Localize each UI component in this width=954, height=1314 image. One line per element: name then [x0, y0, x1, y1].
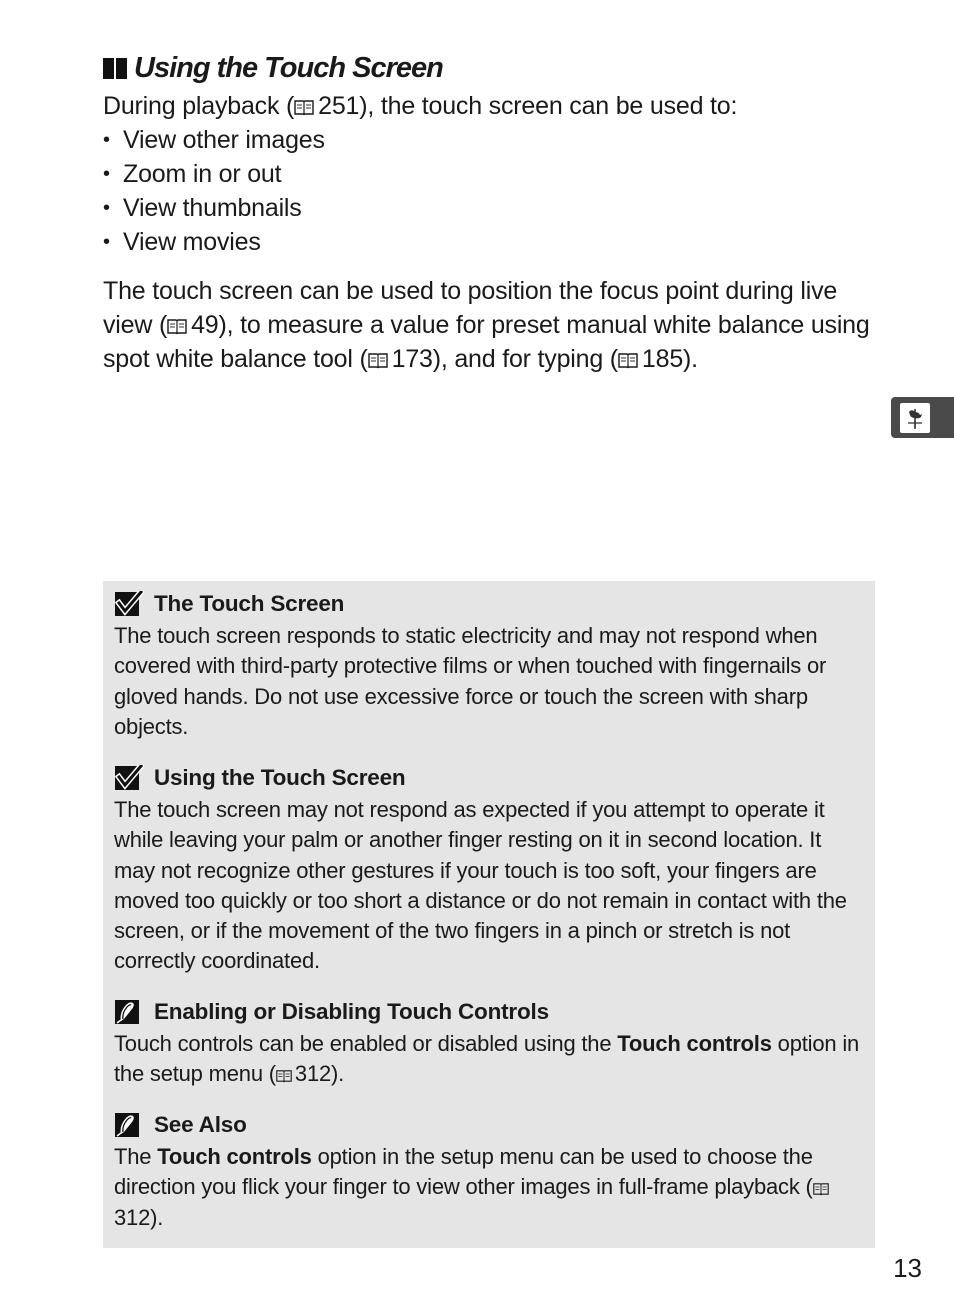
intro-text: During playback ( [103, 92, 295, 120]
weathervane-icon [900, 403, 930, 433]
page-reference-icon [276, 1069, 292, 1083]
note-text: The touch screen responds to static electricity and may not respond when covered with third-party protective films or when touched with fingernails or gloved hands. Do not use excessive force or touch the screen with sharp objects. [114, 623, 827, 739]
caution-check-icon [114, 591, 144, 617]
paragraph-text: ), and for typing ( [432, 345, 618, 373]
note-title: The Touch Screen [154, 590, 345, 616]
note-see-also [114, 1110, 864, 1233]
note-header [114, 589, 864, 619]
note-text: The touch screen may not respond as expected if you attempt to operate it while leaving your palm or another finger resting on it in second location. It may not recognize other gestures if your touch is too soft, your fingers are moved too quickly or too short a distance or do not remain in contact with the screen, or if the movement of the two fingers in a pinch or stretch is not correctly coordinated. [114, 797, 847, 974]
page-reference-icon [294, 99, 314, 116]
note-title: See Also [154, 1111, 247, 1137]
note-header [114, 1110, 864, 1140]
note-using-touch-screen [114, 763, 864, 977]
section-title: Using the Touch Screen [134, 51, 443, 84]
list-item: • Zoom in or out [103, 157, 883, 191]
note-text-part: ). [150, 1204, 164, 1230]
pencil-note-icon [114, 1112, 144, 1138]
list-item: • View movies [103, 225, 883, 259]
page-number: 13 [893, 1253, 922, 1283]
page-reference: 173 [391, 345, 433, 373]
note-header [114, 763, 864, 793]
note-text [114, 1029, 864, 1090]
note-title: Enabling or Disabling Touch Controls [154, 998, 549, 1024]
note-text [114, 1142, 864, 1233]
list-item: • View thumbnails [103, 191, 883, 225]
note-text-part: option in the setup menu can be used to choose the direction you flick your finger to view other images in full-frame playback ( [114, 1144, 813, 1200]
note-header [114, 997, 864, 1027]
list-item: • View other images [103, 123, 883, 157]
section-heading [103, 49, 443, 87]
note-text-part: Touch controls can be enabled or disabled using the [114, 1031, 618, 1056]
page-reference: 312 [294, 1061, 332, 1087]
page-reference-icon [813, 1182, 829, 1196]
pencil-note-icon [114, 999, 144, 1025]
menu-item-name: Touch controls [617, 1031, 772, 1056]
menu-item-name: Touch controls [157, 1144, 312, 1169]
intro-sentence [103, 89, 883, 123]
paragraph-text: ), to measure a value for preset manual white balance using spot white balance tool ( [103, 311, 870, 373]
page-reference-icon [618, 352, 638, 369]
note-touch-controls [114, 997, 864, 1090]
focus-paragraph [103, 274, 883, 376]
chapter-tab[interactable] [891, 397, 954, 438]
intro-text-end: ), the touch screen can be used to: [359, 92, 738, 120]
paragraph-text: ). [683, 345, 698, 373]
page-reference-icon [368, 352, 388, 369]
note-text-part: The [114, 1144, 158, 1169]
notes-panel [103, 581, 875, 1248]
note-title: Using the Touch Screen [154, 764, 406, 790]
page-reference: 185 [641, 345, 684, 373]
page-reference: 312 [114, 1204, 151, 1230]
intro-block [103, 89, 883, 259]
note-text-part: ). [331, 1061, 345, 1087]
note-touch-screen [114, 589, 864, 742]
page-reference-icon [167, 318, 187, 335]
caution-check-icon [114, 765, 144, 791]
page-reference: 251 [318, 92, 360, 120]
page-reference: 49 [191, 311, 219, 339]
paragraph-text: The touch screen can be used to position the focus point during live view ( [103, 277, 838, 339]
section-marker-icon [103, 58, 127, 79]
note-text-part: option in the setup menu ( [114, 1031, 860, 1087]
feature-list [103, 123, 883, 259]
